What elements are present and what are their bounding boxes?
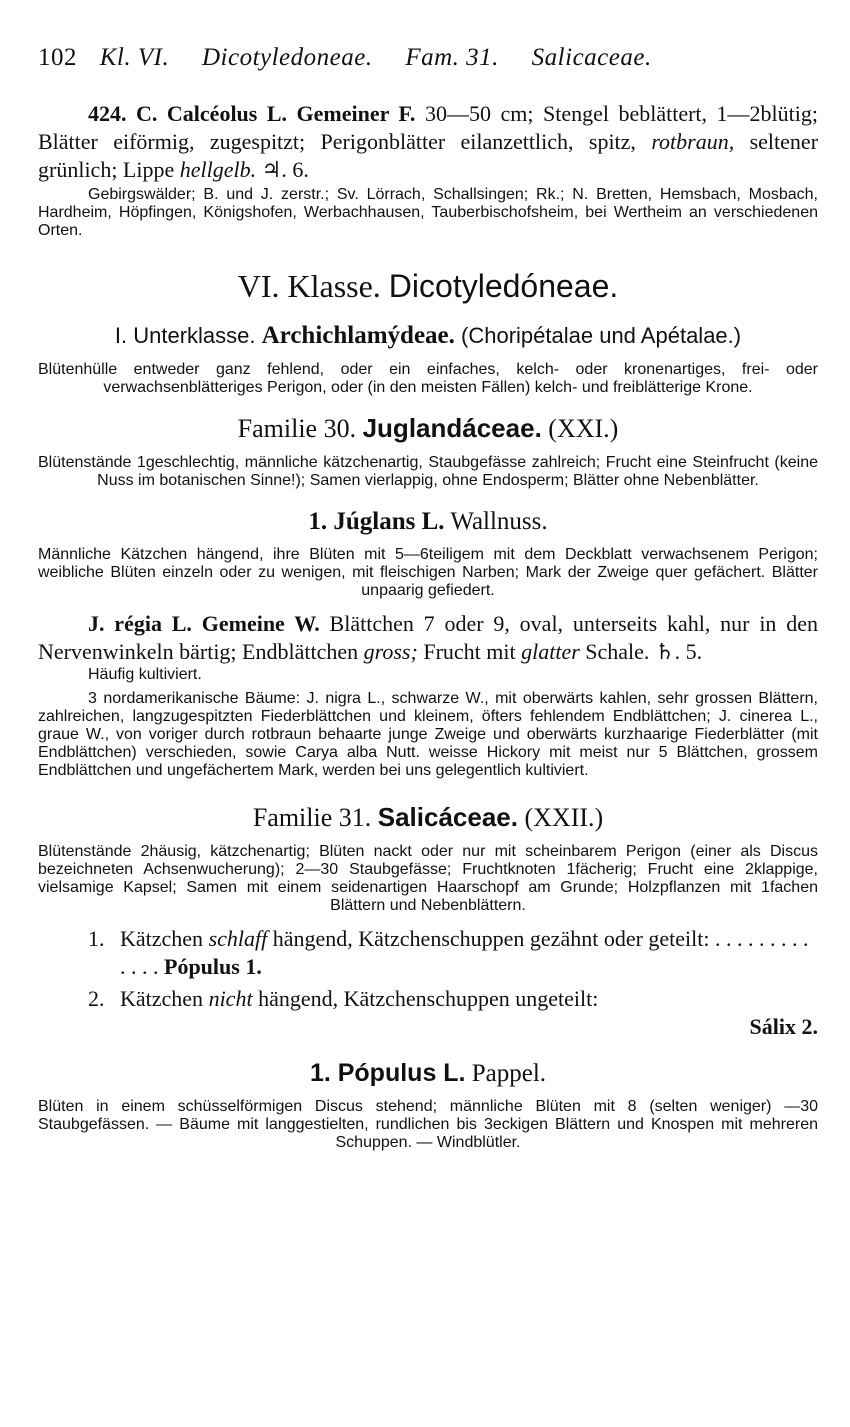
family-30-name: Juglandáceae. — [362, 413, 542, 443]
species-424-text2: seltener grünlich; Lippe — [38, 129, 819, 182]
unterklasse-description: Blütenhülle entweder ganz fehlend, oder ein einfaches, kelch- oder kronenartiges, frei- oder verwachsenblätteriges Perigon, oder (in den meisten Fällen) kelch- und freiblätterige Krone. — [38, 361, 818, 396]
class-name: Dicotyledóneae. — [388, 268, 619, 304]
populus-description: Blüten in einem schüsselförmigen Discus stehend; männliche Blüten mit 8 (selten weniger) —30 Staubgefässen. — Bäume mit langgestielten, rundlichen bis 3eckigen Blättern und Knospen mit mehreren Schuppen. — Windblütler. — [38, 1098, 818, 1151]
running-header — [38, 44, 818, 72]
page-number: 102 — [38, 44, 77, 71]
key-item-1-number: 1. — [88, 926, 105, 951]
class-title — [38, 268, 818, 305]
header-subclass: Dicotyledoneae. — [201, 44, 373, 71]
key-item-2-italic: nicht — [208, 986, 253, 1011]
juglans-heading — [38, 508, 818, 536]
key-item-2-text-b: hängend, Kätzchenschuppen ungeteilt: — [258, 986, 599, 1011]
juglans-common: Wallnuss. — [450, 508, 548, 535]
unterklasse-name: Archichlamýdeae. — [261, 322, 455, 349]
juglans-regia-text2: Frucht mit — [423, 639, 516, 664]
species-424-italic2: hellgelb. — [179, 157, 257, 182]
juglans-regia-italic2: glatter — [521, 639, 580, 664]
class-klasse: Klasse. — [287, 268, 381, 304]
key-item-1-result: Pópulus 1. — [164, 954, 262, 979]
key-item-2-number: 2. — [88, 986, 105, 1011]
juglans-regia-name: J. régia L. Gemeine W. — [88, 611, 320, 636]
populus-common: Pappel. — [471, 1060, 547, 1087]
unterklasse-rest: (Choripétalae und Apétalae.) — [461, 323, 742, 348]
juglans-regia-note: Häufig kultiviert. — [88, 666, 202, 683]
family-30-heading — [38, 413, 818, 444]
class-roman: VI. — [237, 268, 280, 304]
species-424-italic1: rotbraun, — [651, 129, 735, 154]
key-item-2 — [38, 985, 818, 1041]
key-item-1-text-b: hängend, Kätzchenschuppen gezähnt oder geteilt: . . . . . . . . . . . . . — [120, 926, 809, 979]
header-family-name: Salicaceae. — [531, 44, 652, 71]
family-31-heading — [38, 802, 818, 833]
juglans-regia-entry — [38, 610, 818, 666]
family-31-label: Familie 31. — [252, 803, 372, 832]
juglans-regia-text3: Schale. ♄. 5. — [585, 639, 703, 664]
species-424-end: ♃. 6. — [261, 157, 309, 182]
juglans-title: 1. Júglans L. — [308, 508, 445, 535]
juglans-description: Männliche Kätzchen hängend, ihre Blüten mit 5—6teiligem mit dem Deckblatt verwachsenem Perigon; weibliche Blüten einzeln oder zu wenigen, mit fleischigen Narben; Mark der Zweige quer gefächert. Blätter unpaarig gefiedert. — [38, 546, 818, 599]
family-31-description: Blütenstände 2häusig, kätzchenartig; Blüten nackt oder nur mit scheinbarem Perigon (einer als Discus bezeichneten Achsenwucherung); 2—30 Staubgefässe; Fruchtknoten 1fächerig; Frucht eine 2klappige, vielsamige Kapsel; Samen mit einem seidenartigen Haarschopf am Grunde; Holzpflanzen mit 1fachen Blättern und Nebenblättern. — [38, 843, 818, 914]
juglans-regia-text1: Blättchen 7 oder 9, oval, unterseits kahl, nur in den Nervenwinkeln bärtig; Endblättchen — [38, 611, 819, 664]
header-class: Kl. VI. — [99, 44, 170, 71]
unterklasse-heading — [38, 321, 818, 351]
family-30-label: Familie 30. — [237, 414, 357, 443]
juglans-regia-italic1: gross; — [363, 639, 418, 664]
unterklasse-label: I. Unterklasse. — [114, 323, 256, 348]
family-30-description: Blütenstände 1geschlechtig, männliche kätzchenartig, Staubgefässe zahlreich; Frucht eine Steinfrucht (keine Nuss im botanischen Sinne!); Samen vierlappig, ohne Endosperm; Blätter ohne Nebenblätter. — [38, 454, 818, 489]
key-item-2-text-a: Kätzchen — [120, 986, 204, 1011]
species-424-entry — [38, 100, 818, 184]
populus-heading — [38, 1059, 818, 1088]
header-family: Fam. 31. — [405, 44, 499, 71]
juglans-american-species: 3 nordamerikanische Bäume: J. nigra L., schwarze W., mit oberwärts kahlen, sehr grossen Blättern, zahlreichen, langzugespitzten Fiederblättchen und kleinem, öfters fehlendem Endblättchen; J. cinerea L., graue W., von voriger durch rotbraun behaarte junge Zweige und oberwärts kurzhaarige Fiederblätter (mit Endblättchen) verschieden, sowie Carya alba Nutt. weisse Hickory mit meist nur 5 Blättchen, grossem Endblättchen und ungefächertem Mark, werden bei uns gelegentlich kultiviert. — [38, 690, 818, 779]
key-item-2-result: Sálix 2. — [749, 1014, 818, 1039]
family-31-name: Salicáceae. — [377, 802, 518, 832]
key-item-1-italic: schlaff — [208, 926, 268, 951]
species-424-text: 30—50 cm; Stengel beblättert, 1—2blütig; Blätter eiförmig, zugespitzt; Perigonblätter eilanzettlich, spitz, — [38, 101, 819, 154]
key-item-1 — [38, 925, 818, 981]
family-30-num: (XXI.) — [548, 414, 619, 443]
populus-title: 1. Pópulus L. — [309, 1059, 466, 1087]
page — [38, 44, 818, 1152]
species-424-locations: Gebirgswälder; B. und J. zerstr.; Sv. Lörrach, Schallsingen; Rk.; N. Bretten, Hemsbach, Mosbach, Hardheim, Höpfingen, Königshofen, Werbachhausen, Tauberbischofsheim, bei Wertheim an verschiedenen Orten. — [38, 186, 818, 239]
key-item-1-text-a: Kätzchen — [120, 926, 204, 951]
family-31-num: (XXII.) — [524, 803, 604, 832]
species-424-name: 424. C. Calcéolus L. Gemeiner F. — [88, 101, 416, 126]
